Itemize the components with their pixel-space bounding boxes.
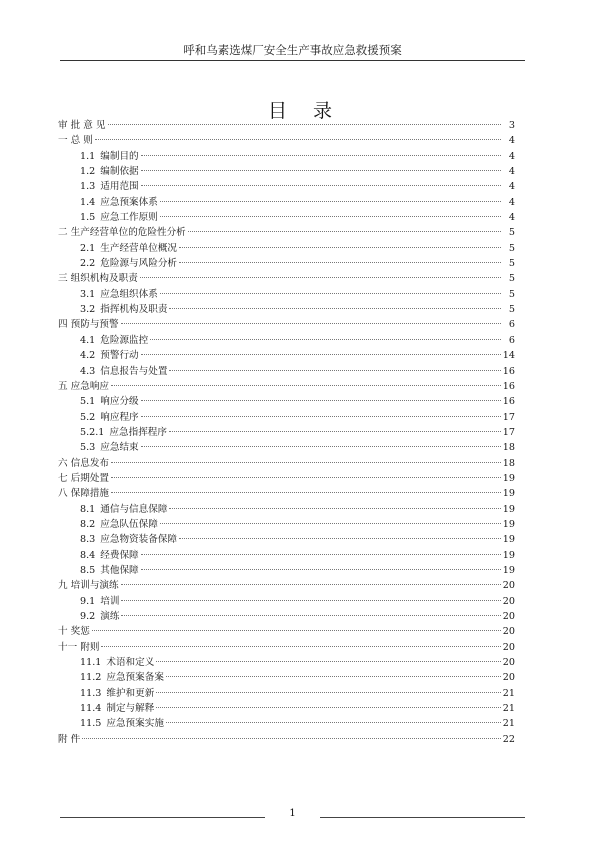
- toc-entry-title: 响应分级: [100, 396, 139, 408]
- toc-entry-page: 5: [508, 273, 515, 285]
- toc-entry-page: 20: [502, 626, 515, 638]
- toc-entry[interactable]: [58, 149, 515, 164]
- toc-dot-leader: [160, 201, 501, 202]
- toc-entry-title: 八 保障措施: [58, 488, 110, 500]
- toc-entry-page: 20: [502, 657, 515, 669]
- toc-entry[interactable]: [58, 486, 515, 501]
- document-header: 呼和乌素选煤厂安全生产事故应急救援预案: [183, 43, 402, 57]
- toc-entry-page: 22: [502, 733, 515, 745]
- toc-entry-page: 5: [508, 288, 515, 300]
- toc-entry-number: 5.1: [80, 396, 96, 408]
- toc-entry[interactable]: [58, 578, 515, 593]
- toc-entry-page: 20: [502, 611, 515, 622]
- toc-entry[interactable]: [58, 195, 515, 210]
- toc-entry[interactable]: [58, 348, 515, 363]
- toc-dot-leader: [156, 707, 500, 708]
- toc-entry-page: 19: [502, 488, 515, 500]
- toc-entry-title: 维护和更新: [106, 687, 155, 699]
- toc-entry-title: 附 件: [58, 733, 81, 745]
- table-of-contents: [58, 118, 515, 747]
- toc-dot-leader: [141, 185, 501, 186]
- toc-dot-leader: [111, 385, 501, 386]
- header-rule: [60, 60, 525, 61]
- toc-entry[interactable]: [58, 394, 515, 409]
- toc-entry-title: 应急组织体系: [100, 288, 158, 300]
- toc-entry-title: 演练: [100, 611, 120, 622]
- toc-entry[interactable]: [58, 655, 515, 670]
- toc-entry-page: 19: [502, 534, 515, 546]
- toc-entry[interactable]: [58, 133, 515, 148]
- toc-entry-title: 三 组织机构及职责: [58, 273, 138, 285]
- toc-entry-number: 3.1: [80, 288, 96, 300]
- toc-entry-title: 应急指挥程序: [109, 426, 167, 438]
- toc-entry-number: 4.1: [80, 334, 96, 346]
- toc-entry-title: 其他保障: [100, 564, 139, 576]
- toc-entry-title: 九 培训与演练: [58, 580, 119, 592]
- toc-entry-page: 20: [502, 672, 515, 684]
- toc-entry[interactable]: [58, 317, 515, 332]
- toc-dot-leader: [160, 293, 501, 294]
- toc-entry[interactable]: [58, 670, 515, 685]
- toc-dot-leader: [95, 139, 501, 140]
- toc-entry-number: 3.2: [80, 304, 96, 316]
- toc-dot-leader: [141, 354, 501, 355]
- toc-entry-page: 19: [502, 503, 515, 515]
- toc-entry-title: 五 应急响应: [58, 380, 110, 392]
- toc-entry-number: 11.5: [80, 718, 102, 730]
- toc-entry-page: 6: [508, 319, 515, 331]
- toc-entry[interactable]: [58, 594, 515, 609]
- toc-entry-title: 危险源监控: [100, 334, 149, 346]
- toc-entry-title: 术语和定义: [106, 657, 155, 669]
- toc-entry[interactable]: [58, 686, 515, 701]
- toc-entry-title: 培训: [100, 595, 120, 607]
- toc-entry[interactable]: [58, 379, 515, 394]
- toc-entry-number: 11.3: [80, 687, 102, 699]
- toc-entry-number: 1.2: [80, 166, 96, 178]
- toc-entry[interactable]: [58, 241, 515, 256]
- toc-entry[interactable]: [58, 179, 515, 194]
- toc-entry-title: 编制依据: [100, 166, 139, 178]
- toc-dot-leader: [156, 692, 500, 693]
- toc-entry-page: 4: [508, 135, 515, 147]
- toc-entry[interactable]: [58, 364, 515, 379]
- toc-entry-page: 16: [502, 365, 515, 377]
- toc-entry-title: 二 生产经营单位的危险性分析: [58, 227, 186, 239]
- toc-entry-title: 应急工作原则: [100, 212, 158, 224]
- toc-entry[interactable]: [58, 287, 515, 302]
- toc-entry-page: 17: [502, 411, 515, 423]
- toc-entry[interactable]: [58, 271, 515, 286]
- toc-entry-page: 5: [508, 242, 515, 254]
- toc-dot-leader: [156, 661, 500, 662]
- toc-entry-title: 生产经营单位概况: [100, 242, 178, 254]
- toc-entry[interactable]: [58, 456, 515, 471]
- toc-entry-number: 5.3: [80, 442, 96, 454]
- toc-dot-leader: [141, 446, 501, 447]
- toc-entry-page: 4: [508, 166, 515, 178]
- toc-entry-page: 17: [502, 426, 515, 438]
- toc-entry-page: 4: [508, 196, 515, 208]
- toc-entry-number: 11.2: [80, 672, 102, 684]
- toc-entry[interactable]: [58, 624, 515, 639]
- toc-entry-title: 七 后期处置: [58, 472, 110, 484]
- toc-dot-leader: [188, 231, 501, 232]
- toc-entry[interactable]: [58, 302, 515, 317]
- toc-entry[interactable]: [58, 517, 515, 532]
- toc-entry-page: 18: [502, 457, 515, 469]
- toc-entry-title: 响应程序: [100, 411, 139, 423]
- toc-dot-leader: [111, 462, 501, 463]
- toc-entry-page: 14: [502, 350, 515, 362]
- toc-dot-leader: [140, 277, 501, 278]
- toc-dot-leader: [179, 247, 501, 248]
- toc-dot-leader: [121, 615, 500, 616]
- toc-entry-number: 1.3: [80, 181, 96, 193]
- toc-entry-page: 21: [502, 703, 515, 715]
- toc-entry-number: 11.1: [80, 657, 102, 669]
- toc-entry-number: 2.2: [80, 258, 96, 270]
- toc-entry-page: 20: [502, 641, 515, 653]
- toc-dot-leader: [141, 554, 501, 555]
- toc-entry[interactable]: [58, 333, 515, 348]
- toc-dot-leader: [82, 738, 501, 739]
- toc-entry[interactable]: [58, 502, 515, 517]
- toc-entry-title: 审 批 意 见: [58, 120, 106, 131]
- toc-entry-page: 16: [502, 396, 515, 408]
- toc-entry-title: 一 总 则: [58, 135, 93, 147]
- toc-entry-number: 8.2: [80, 518, 96, 530]
- toc-entry-title: 经费保障: [100, 549, 139, 561]
- toc-entry[interactable]: [58, 716, 515, 731]
- toc-entry-page: 19: [502, 564, 515, 576]
- toc-entry-page: 4: [508, 181, 515, 193]
- toc-entry-page: 3: [508, 120, 515, 131]
- toc-entry-number: 8.3: [80, 534, 96, 546]
- toc-entry-number: 4.3: [80, 365, 96, 377]
- toc-dot-leader: [169, 308, 501, 309]
- toc-entry-title: 应急结束: [100, 442, 139, 454]
- toc-dot-leader: [141, 569, 501, 570]
- toc-entry[interactable]: [58, 440, 515, 455]
- toc-entry-page: 6: [508, 334, 515, 346]
- toc-entry-page: 21: [502, 687, 515, 699]
- toc-entry-number: 9.2: [80, 611, 96, 622]
- toc-entry-number: 4.2: [80, 350, 96, 362]
- toc-entry-number: 2.1: [80, 242, 96, 254]
- page-number: 1: [289, 808, 296, 819]
- toc-entry-title: 预警行动: [100, 350, 139, 362]
- toc-entry-title: 四 预防与预警: [58, 319, 119, 331]
- toc-entry-page: 5: [508, 227, 515, 239]
- toc-entry-number: 8.4: [80, 549, 96, 561]
- toc-entry-page: 20: [502, 580, 515, 592]
- toc-dot-leader: [169, 508, 500, 509]
- toc-entry-number: 5.2.1: [80, 426, 105, 438]
- toc-entry[interactable]: [58, 225, 515, 240]
- footer-rule-right: [320, 817, 525, 818]
- toc-entry[interactable]: [58, 210, 515, 225]
- page-footer: [60, 808, 525, 824]
- toc-dot-leader: [179, 538, 501, 539]
- toc-entry-title: 六 信息发布: [58, 457, 110, 469]
- toc-entry-title: 适用范围: [100, 181, 139, 193]
- toc-dot-leader: [169, 431, 501, 432]
- toc-entry-number: 1.4: [80, 196, 96, 208]
- toc-dot-leader: [141, 170, 501, 171]
- toc-dot-leader: [166, 722, 501, 723]
- toc-entry-title: 信息报告与处置: [100, 365, 168, 377]
- toc-entry-title: 制定与解释: [106, 703, 155, 715]
- toc-entry[interactable]: [58, 256, 515, 271]
- toc-dot-leader: [92, 630, 501, 631]
- toc-dot-leader: [141, 155, 501, 156]
- toc-entry-title: 编制目的: [100, 150, 139, 162]
- toc-entry-title: 应急队伍保障: [100, 518, 158, 530]
- toc-entry[interactable]: [58, 732, 515, 747]
- toc-entry-number: 1.5: [80, 212, 96, 224]
- toc-entry-page: 18: [502, 442, 515, 454]
- toc-entry-title: 十 奖惩: [58, 626, 90, 638]
- toc-dot-leader: [141, 400, 501, 401]
- toc-entry-title: 应急预案实施: [106, 718, 164, 730]
- toc-entry-page: 19: [502, 549, 515, 561]
- toc-dot-leader: [111, 492, 501, 493]
- toc-dot-leader: [160, 523, 501, 524]
- toc-entry-page: 19: [502, 518, 515, 530]
- toc-entry-title: 十一 附则: [58, 641, 100, 653]
- toc-entry[interactable]: [58, 425, 515, 440]
- toc-dot-leader: [121, 600, 500, 601]
- toc-entry[interactable]: [58, 609, 515, 624]
- toc-entry[interactable]: [58, 118, 515, 133]
- toc-dot-leader: [150, 339, 501, 340]
- toc-entry-number: 5.2: [80, 411, 96, 423]
- toc-dot-leader: [111, 477, 501, 478]
- toc-entry-number: 8.1: [80, 503, 96, 515]
- toc-entry-title: 应急预案体系: [100, 196, 158, 208]
- toc-entry-number: 8.5: [80, 564, 96, 576]
- toc-entry-page: 4: [508, 212, 515, 224]
- toc-entry-title: 应急预案备案: [106, 672, 164, 684]
- toc-entry[interactable]: [58, 471, 515, 486]
- toc-entry[interactable]: [58, 532, 515, 547]
- toc-dot-leader: [121, 323, 501, 324]
- toc-dot-leader: [179, 262, 501, 263]
- toc-entry[interactable]: [58, 548, 515, 563]
- toc-dot-leader: [101, 646, 500, 647]
- toc-entry-title: 应急物资装备保障: [100, 534, 178, 546]
- toc-entry-number: 1.1: [80, 150, 96, 162]
- toc-dot-leader: [160, 216, 501, 217]
- toc-dot-leader: [169, 370, 500, 371]
- toc-dot-leader: [121, 584, 501, 585]
- toc-entry-title: 指挥机构及职责: [100, 304, 168, 316]
- toc-entry-page: 20: [502, 595, 515, 607]
- toc-entry-page: 4: [508, 150, 515, 162]
- toc-entry-title: 通信与信息保障: [100, 503, 168, 515]
- toc-dot-leader: [141, 416, 501, 417]
- toc-entry[interactable]: [58, 410, 515, 425]
- toc-entry[interactable]: [58, 164, 515, 179]
- toc-entry[interactable]: [58, 563, 515, 578]
- toc-entry-number: 9.1: [80, 595, 96, 607]
- toc-entry[interactable]: [58, 701, 515, 716]
- toc-dot-leader: [166, 676, 501, 677]
- toc-entry-page: 5: [508, 258, 515, 270]
- toc-entry-page: 19: [502, 472, 515, 484]
- toc-dot-leader: [108, 124, 501, 125]
- toc-entry[interactable]: [58, 640, 515, 655]
- toc-title: 目 录: [267, 100, 343, 122]
- toc-entry-number: 11.4: [80, 703, 102, 715]
- toc-entry-title: 危险源与风险分析: [100, 258, 178, 270]
- toc-entry-page: 21: [502, 718, 515, 730]
- toc-entry-page: 16: [502, 380, 515, 392]
- toc-entry-page: 5: [508, 304, 515, 316]
